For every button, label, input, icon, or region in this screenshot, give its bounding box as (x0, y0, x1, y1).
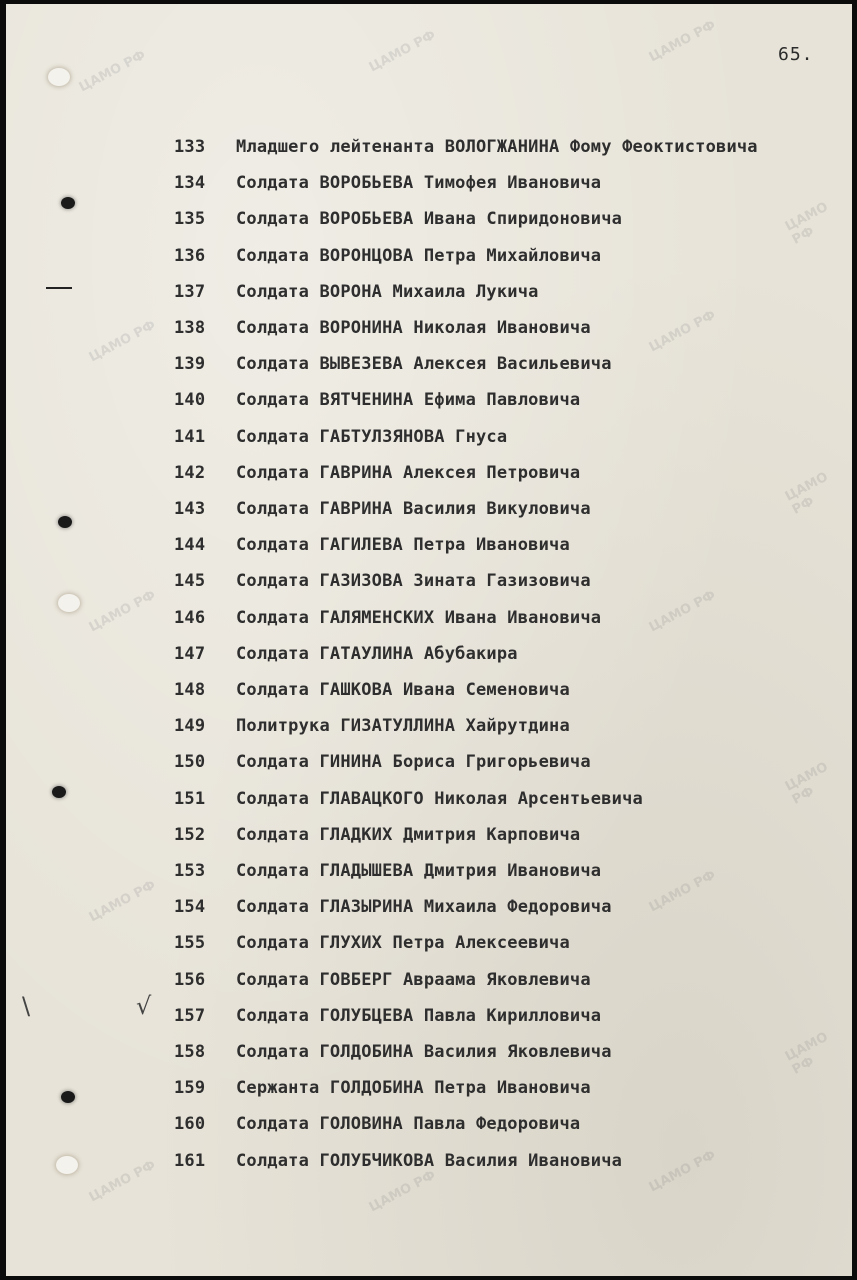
entry-text: Солдата ГАВРИНА Алексея Петровича (236, 462, 581, 483)
entry-number: 141 (174, 426, 206, 447)
entry-number: 156 (174, 969, 206, 990)
entry-text: Солдата ГАТАУЛИНА Абубакира (236, 643, 518, 664)
entry-text: Солдата ГАГИЛЕВА Петра Ивановича (236, 535, 570, 556)
entry-number: 152 (174, 824, 206, 845)
entry-number: 134 (174, 173, 206, 194)
entry-text: Солдата ГЛАВАЦКОГО Николая Арсентьевича (236, 788, 643, 809)
watermark: ЦАМО РФ (646, 1147, 719, 1196)
entry-number: 160 (174, 1114, 206, 1135)
watermark: ЦАМО РФ (782, 1029, 831, 1078)
list-item (6, 132, 852, 162)
list-item (6, 675, 852, 705)
list-item (6, 820, 852, 850)
list-item (6, 530, 852, 560)
entry-number: 148 (174, 680, 206, 700)
entry-number: 161 (174, 1150, 206, 1171)
watermark: ЦАМО РФ (366, 27, 439, 76)
entry-text: Солдата ГОЛОВИНА Павла Федоровича (236, 1114, 581, 1135)
entry-text: Солдата ГОЛДОБИНА Василия Яковлевича (236, 1042, 612, 1062)
entry-text: Солдата ГОЛУБЦЕВА Павла Кирилловича (236, 1005, 602, 1026)
entry-number: 142 (174, 462, 206, 483)
list-item (6, 1001, 852, 1031)
list-item (6, 494, 852, 524)
punch-hole (48, 68, 70, 86)
entry-text: Солдата ГАБТУЛЗЯНОВА Гнуса (236, 426, 508, 447)
watermark: ЦАМО РФ (646, 17, 719, 66)
entry-number: 136 (174, 245, 206, 266)
entry-number: 135 (174, 209, 206, 230)
document-page (6, 4, 852, 1276)
entry-number: 154 (174, 897, 206, 918)
entry-text: Солдата ГЛАДКИХ Дмитрия Карповича (236, 824, 581, 845)
watermark: ЦАМО РФ (366, 1167, 439, 1216)
list-item (6, 168, 852, 198)
entry-text: Солдата ВОРОНЦОВА Петра Михайловича (236, 245, 602, 266)
list-item (6, 784, 852, 814)
list-item (6, 965, 852, 995)
entry-text: Солдата ГЛАЗЫРИНА Михаила Федоровича (236, 897, 612, 918)
watermark: ЦАМО РФ (646, 587, 719, 636)
watermark: ЦАМО РФ (782, 759, 831, 808)
entry-number: 155 (174, 933, 206, 954)
entry-text: Солдата ГАЛЯМЕНСКИХ Ивана Ивановича (236, 607, 602, 628)
entry-number: 150 (174, 752, 206, 773)
entry-text: Солдата ВОРОНИНА Николая Ивановича (236, 318, 591, 338)
entry-number: 143 (174, 499, 206, 519)
watermark: ЦАМО РФ (646, 867, 719, 916)
entry-number: 158 (174, 1042, 206, 1062)
entry-text: Политрука ГИЗАТУЛЛИНА Хайрутдина (236, 716, 570, 737)
entry-text: Солдата ВЫВЕЗЕВА Алексея Васильевича (236, 354, 612, 375)
entry-number: 147 (174, 643, 206, 664)
list-item (6, 928, 852, 958)
entry-text: Солдата ГОВБЕРГ Авраама Яковлевича (236, 969, 591, 990)
list-item (6, 1109, 852, 1139)
entry-text: Солдата ВЯТЧЕНИНА Ефима Павловича (236, 390, 581, 411)
entry-number: 139 (174, 354, 206, 375)
list-item (6, 892, 852, 922)
watermark: ЦАМО РФ (86, 1157, 159, 1206)
watermark: ЦАМО РФ (86, 317, 159, 366)
list-item (6, 422, 852, 452)
watermark: ЦАМО РФ (86, 587, 159, 636)
entry-text: Солдата ВОРОБЬЕВА Тимофея Ивановича (236, 173, 602, 194)
entry-number: 149 (174, 716, 206, 737)
entry-text: Сержанта ГОЛДОБИНА Петра Ивановича (236, 1078, 591, 1099)
entry-number: 159 (174, 1078, 206, 1099)
entry-text: Солдата ГАЗИЗОВА Зината Газизовича (236, 571, 591, 592)
entry-number: 133 (174, 137, 206, 157)
entry-number: 145 (174, 571, 206, 592)
list-item (6, 639, 852, 669)
list-item (6, 711, 852, 741)
list-item (6, 204, 852, 234)
watermark: ЦАМО РФ (646, 307, 719, 356)
entry-number: 151 (174, 788, 206, 809)
list-item (6, 1037, 852, 1067)
entry-number: 137 (174, 281, 206, 302)
entry-text: Солдата ГЛУХИХ Петра Алексеевича (236, 933, 570, 954)
list-item (6, 1073, 852, 1103)
list-item (6, 603, 852, 633)
watermark: ЦАМО РФ (76, 47, 149, 96)
entry-text: Солдата ГЛАДЫШЕВА Дмитрия Ивановича (236, 861, 602, 881)
entry-text: Солдата ГОЛУБЧИКОВА Василия Ивановича (236, 1150, 623, 1171)
margin-tick-mark: \ (22, 992, 31, 1020)
entry-number: 146 (174, 607, 206, 628)
entry-text: Солдата ГИНИНА Бориса Григорьевича (236, 752, 591, 773)
entry-text: Солдата ВОРОНА Михаила Лукича (236, 281, 539, 302)
entry-text: Солдата ГАВРИНА Василия Викуловича (236, 499, 591, 519)
entry-text: Младшего лейтенанта ВОЛОГЖАНИНА Фому Феоктистовича (236, 137, 758, 157)
list-item (6, 241, 852, 271)
entry-number: 144 (174, 535, 206, 556)
list-item (6, 747, 852, 777)
list-item (6, 1146, 852, 1176)
entry-number: 153 (174, 861, 206, 881)
list-item (6, 385, 852, 415)
entry-text: Солдата ГАШКОВА Ивана Семеновича (236, 680, 570, 700)
list-item (6, 566, 852, 596)
list-item (6, 313, 852, 343)
page-number: 65. (778, 44, 814, 65)
watermark: ЦАМО РФ (782, 469, 831, 518)
entry-number: 140 (174, 390, 206, 411)
list-item (6, 349, 852, 379)
check-mark: √ (136, 992, 152, 1020)
list-item (6, 458, 852, 488)
list-item (6, 277, 852, 307)
watermark: ЦАМО РФ (782, 199, 831, 248)
entry-number: 157 (174, 1005, 206, 1026)
entry-number: 138 (174, 318, 206, 338)
entry-text: Солдата ВОРОБЬЕВА Ивана Спиридоновича (236, 209, 623, 230)
watermark: ЦАМО РФ (86, 877, 159, 926)
list-item (6, 856, 852, 886)
